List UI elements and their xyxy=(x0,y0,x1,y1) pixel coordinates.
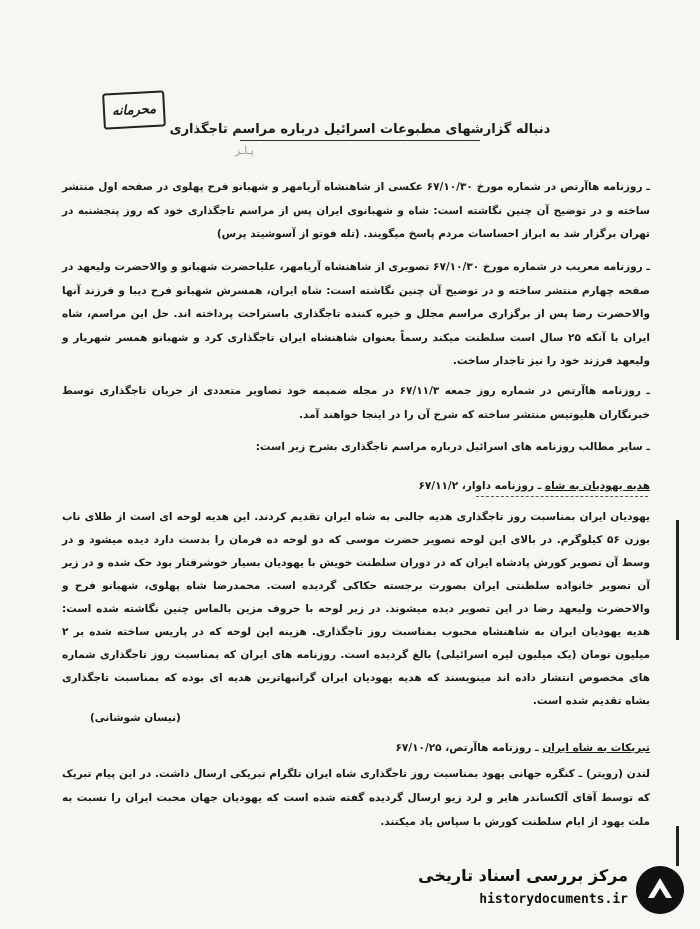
title-underline xyxy=(240,140,480,141)
section-title-congrats: تبریکات به شاه ایران xyxy=(542,742,650,754)
section-title-gift: هدیه یهودیان به شاه xyxy=(544,480,650,492)
archive-name: مرکز بررسی اسناد تاریخی xyxy=(418,866,628,885)
section-source-congrats: روزنامه هاآرتص، ۶۷/۱۰/۲۵ xyxy=(395,742,532,754)
stray-mark: پـاـز xyxy=(235,144,254,157)
paragraph-other-articles: ـ سایر مطالب روزنامه های اسرائیل درباره مراسم تاجگذاری بشرح زیر است: xyxy=(255,441,650,453)
archive-watermark xyxy=(392,856,692,922)
section-heading-gift: هدیه یهودیان به شاه ـ روزنامه داوار، ۶۷/۱۱/۲ xyxy=(418,480,650,492)
paragraph-haaretz-photo: ـ روزنامه هاآرتص در شماره مورخ ۶۷/۱۰/۳۰ عکسی از شاهنشاه آریامهر و شهبانو فرح پهلوی در صفحه اول منتشر ساخته و در توضیح آن چنین نگاشته است: شاه و شهبانوی ایران پس از مراسم تاجگذاری خود که روز پنجشنبه در تهران برگزار شد به ابراز احساسات مردم پاسخ میگویند. (تله فوتو از آسوشیتد پرس) xyxy=(62,181,650,240)
section-body-gift: یهودیان ایران بمناسبت روز تاجگذاری هدیه جالبی به شاه ایران تقدیم کردند. این هدیه لوحه ای است از طلای ناب بوزن ۵۶ کیلوگرم. در بالای این لوحه تصویر حضرت موسی که دو لوحه ده فرمان را بدست دارد دیده میشود و در وسط آن تصویر کورش پادشاه ایران که در دوران سلطنت خویش با یهودیان بسیار خوشرفتار بود حک شده و در زیر آن تصویر خانواده سلطنتی ایران بصورت برجسته حکاکی گردیده است. محمدرضا شاه پهلوی، شهبانو فرح و والاحضرت ولیعهد رضا در این تصویر دیده میشوند. در زیر لوحه با حروف مزین بالماس چنین نگاشته شده است: هدیه یهودیان ایران به شاهنشاه محبوب بمناسبت روز تاجگذاری. هزینه این لوحه که در پاریس ساخته شده بر ۲ میلیون تومان (یک میلیون لیره اسرائیلی) بالغ گردیده است. روزنامه های ایران که بمناسبت روز تاجگذاری شماره های مخصوص انتشار داده اند مینویسند که هدیه یهودیان ایران گرانبهاترین هدیه ای بوده که بمناسبت تاجگذاری بشاه تقدیم شده است. xyxy=(62,511,650,707)
archive-url: historydocuments.ir xyxy=(479,892,628,907)
document-title: دنباله گزارشهای مطبوعات اسرائیل درباره مراسم تاجگذاری xyxy=(169,122,551,137)
paragraph-haaretz-supplement: ـ روزنامه هاآرتص در شماره روز جمعه ۶۷/۱۱/۳ در مجله ضمیمه خود تصاویر متعددی از جریان تاجگذاری توسط خبرنگاران هلیوتیس منتشر ساخته که شرح آن را در اینجا خواهند آمد. xyxy=(62,385,650,421)
paragraph-maariv-photo: ـ روزنامه معریب در شماره مورخ ۶۷/۱۰/۳۰ تصویری از شاهنشاه آریامهر، علیاحضرت شهبانو و والاحضرت ولیعهد در صفحه چهارم منتشر ساخته و در توضیح آن چنین نگاشته است: شاه ایران، همسرش شهبانو فرح دیبا و فرزند آنها والاحضرت رضا پس از برگزاری مراسم مجلل و خیره کننده تاجگذاری باستراحت پرداخته اند. حل این مراسم، شاه ایران با آنکه ۲۵ سال است سلطنت میکند رسماً بعنوان شاهنشاه ایران تاجگذاری کرد و شهبانو همسر شهریار و ولیعهد فرزند خود را نیز تاجدار ساخت. xyxy=(62,261,651,367)
section-body-congrats: لندن (رویتر) ـ کنگره جهانی یهود بمناسبت روز تاجگذاری شاه ایران تلگرام تبریکی ارسال داشت. در این پیام تبریک که توسط آقای آلکساندر هایر و لرد زیو ارسال گردیده گفته شده است که یهودیان جهان محبت ایران را نسبت به ملت یهود از ایام سلطنت کورش با سپاس یاد میکنند. xyxy=(62,768,650,828)
confidential-stamp: محرمانه xyxy=(102,90,166,129)
section-source-gift: روزنامه داوار، ۶۷/۱۱/۲ xyxy=(418,480,534,492)
byline-gift: (نیسان شوشانی) xyxy=(90,712,181,724)
binding-mark xyxy=(676,520,679,640)
section-heading-congrats: تبریکات به شاه ایران ـ روزنامه هاآرتص، ۶۷/۱۰/۲۵ xyxy=(395,742,650,754)
archive-logo-icon xyxy=(634,864,686,916)
heading-dash-line xyxy=(476,496,648,497)
